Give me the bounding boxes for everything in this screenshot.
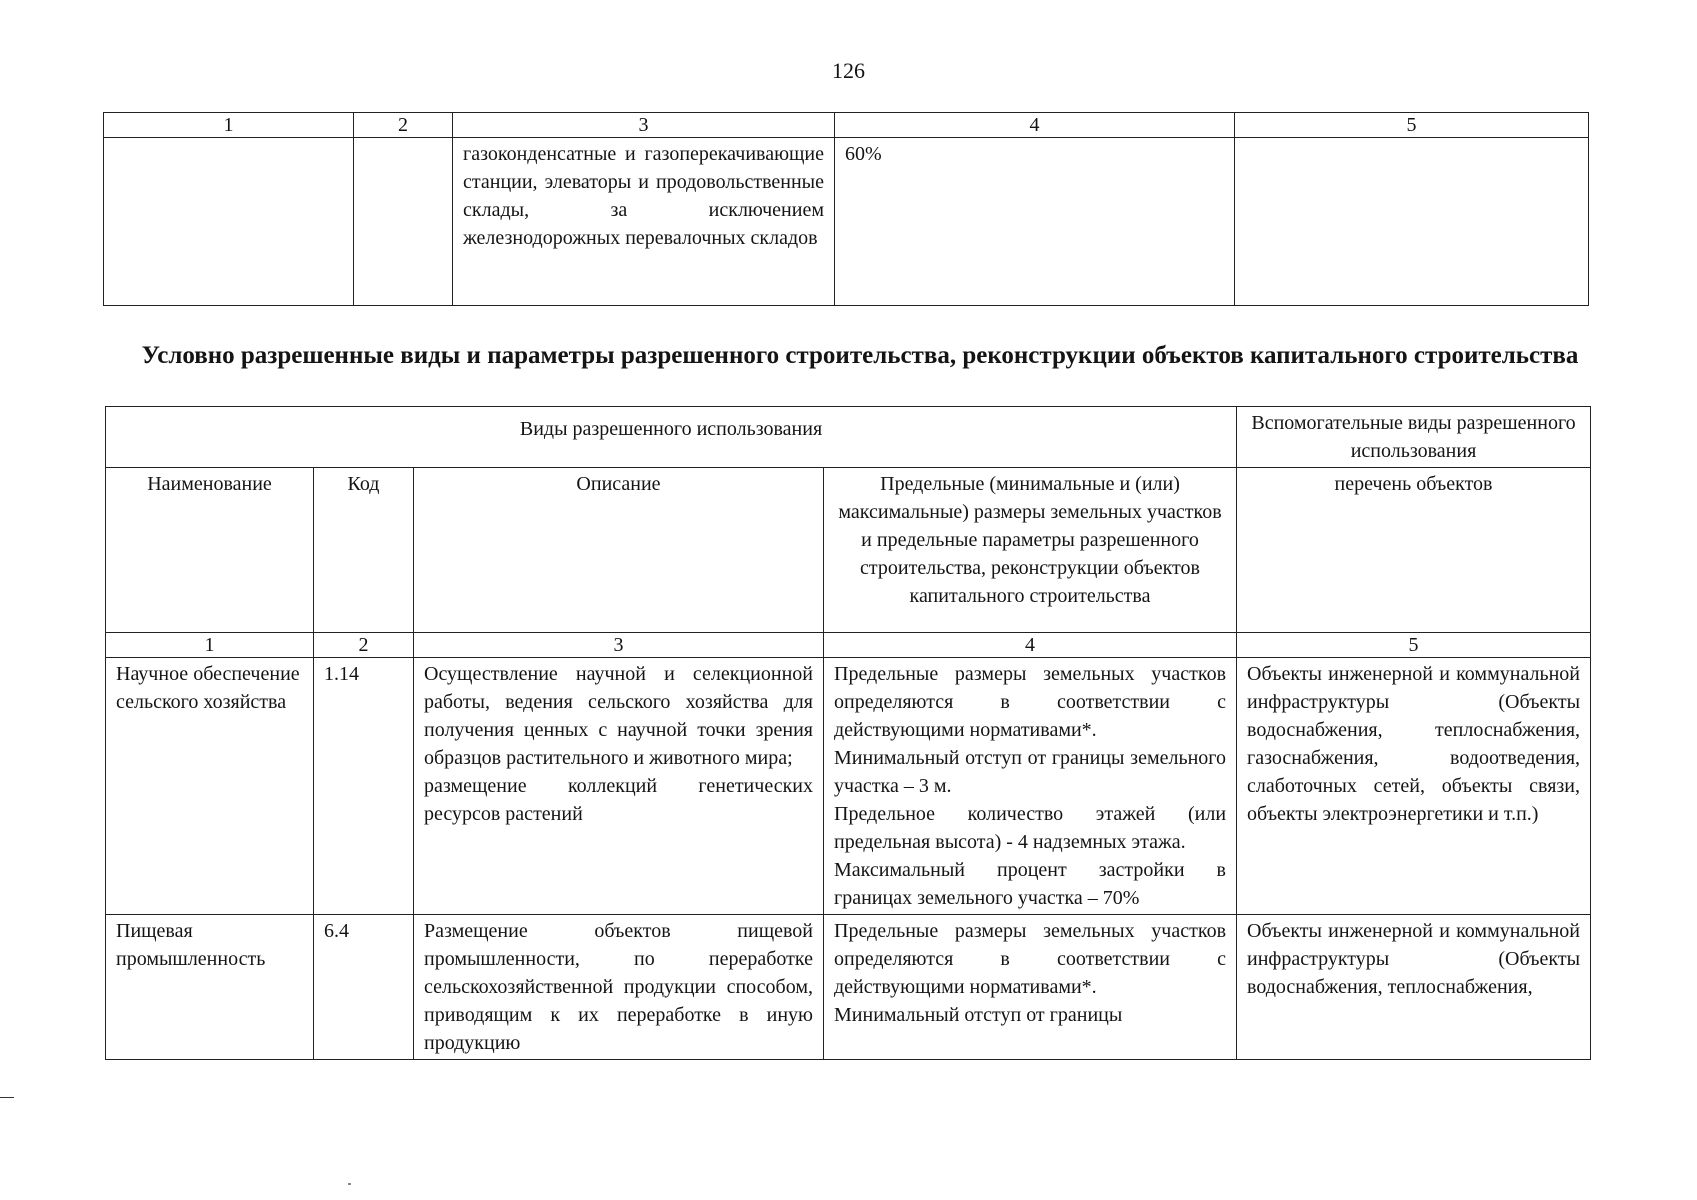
cell-limits [824,915,1237,1060]
header-objects: перечень объектов [1237,468,1591,633]
limit-paragraph: Предельные размеры земельных участков определяются в соответствии с действующими нормативами*. [834,920,1227,998]
column-numbers-row [106,633,1591,658]
cell-code [354,138,453,306]
description-paragraph: размещение коллекций генетических ресурсов растений [424,775,813,825]
scan-edge-mark [0,1097,14,1098]
cell-description [414,658,824,915]
limit-paragraph: Максимальный процент застройки в границах земельного участка – 70% [834,859,1227,909]
cell-objects [1235,138,1589,306]
permitted-uses-table [105,406,1591,1060]
column-number: 5 [1235,113,1589,138]
limit-paragraph: Предельное количество этажей (или предельная высота) - 4 надземных этажа. [834,803,1227,853]
cell-code: 1.14 [314,658,414,915]
table-row [104,138,1589,306]
limit-paragraph: Минимальный отступ от границы земельного участка – 3 м. [834,747,1227,797]
group-header-row [106,407,1591,468]
header-description: Описание [414,468,824,633]
column-number: 4 [835,113,1235,138]
cell-name [104,138,354,306]
column-number: 2 [314,633,414,658]
group-header: Виды разрешенного использования [106,407,1237,468]
cell-objects: Объекты инженерной и коммунальной инфраструктуры (Объекты водоснабжения, теплоснабжения, [1237,915,1591,1060]
cell-description: Размещение объектов пищевой промышленности, по переработке сельскохозяйственной продукции способом, приводящим к их переработке в иную продукцию [414,915,824,1060]
column-number: 3 [453,113,835,138]
cell-description: газоконденсатные и газоперекачивающие станции, элеваторы и продовольственные склады, за исключением железнодорожных перевалочных складов [453,138,835,306]
column-number: 4 [824,633,1237,658]
column-number: 3 [414,633,824,658]
aux-header: Вспомогательные виды разрешенного использования [1237,407,1591,468]
cell-code: 6.4 [314,915,414,1060]
limit-paragraph: Предельные размеры земельных участков определяются в соответствии с действующими нормативами*. [834,663,1227,741]
header-limits: Предельные (минимальные и (или) максимальные) размеры земельных участков и предельные параметры разрешенного строительства, реконструкции объектов капитального строительства [824,468,1237,633]
cell-name: Пищевая промышленность [106,915,314,1060]
page-number: 126 [832,58,865,83]
column-number: 1 [106,633,314,658]
limit-paragraph: Минимальный отступ от границы [834,1004,1123,1026]
column-number: 5 [1237,633,1591,658]
table-row [106,658,1591,915]
column-number: 2 [354,113,453,138]
scan-speck [348,1183,351,1185]
cell-objects: Объекты инженерной и коммунальной инфраструктуры (Объекты водоснабжения, теплоснабжения, газоснабжения, водоотведения, слаботочных сетей, объекты связи, объекты электроэнергетики и т.п.) [1237,658,1591,915]
cell-name: Научное обеспечение сельского хозяйства [106,658,314,915]
column-header-row [106,468,1591,633]
cell-limits: 60% [835,138,1235,306]
continuation-table [103,112,1589,306]
header-code: Код [314,468,414,633]
header-name: Наименование [106,468,314,633]
column-numbers-row [104,113,1589,138]
cell-limits [824,658,1237,915]
description-paragraph: Осуществление научной и селекционной работы, ведения сельского хозяйства для получения ценных с научной точки зрения образцов растительного и животного мира; [424,663,813,769]
table-row [106,915,1591,1060]
column-number: 1 [104,113,354,138]
section-title: Условно разрешенные виды и параметры разрешенного строительства, реконструкции объектов капитального строительства [141,342,1579,369]
